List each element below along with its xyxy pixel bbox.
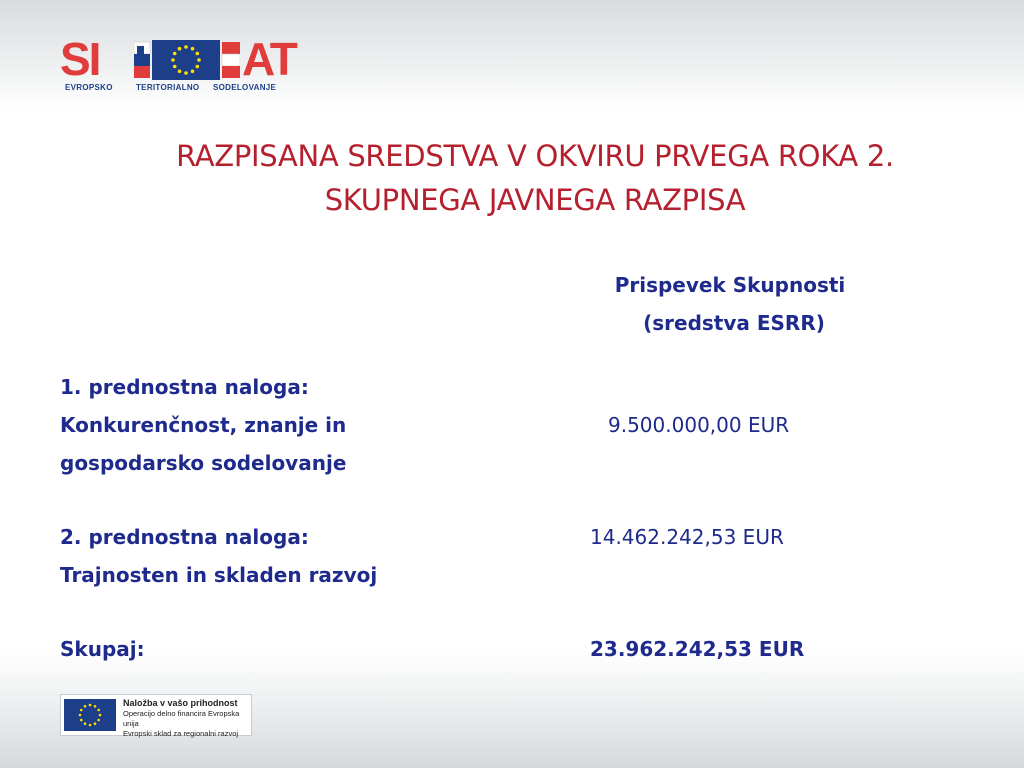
column-header (590, 266, 870, 342)
row-1-heading: 1. prednostna naloga: (60, 375, 309, 399)
footer-line-2: Operacijo delno financira Evropska unija (123, 709, 240, 728)
austria-flag-icon (222, 42, 240, 78)
column-header-line-1: Prispevek Skupnosti (614, 273, 846, 297)
total-amount: 23.962.242,53 EUR (590, 637, 805, 661)
logo-at-text: AT (242, 33, 296, 85)
eu-flag-small-icon (64, 699, 116, 731)
title-line-2: SKUPNEGA JAVNEGA RAZPISA (324, 183, 746, 217)
logo-si-text: SI (60, 33, 100, 85)
row-1-desc-1: Konkurenčnost, znanje in (60, 413, 347, 437)
row-2-heading: 2. prednostna naloga: (60, 525, 309, 549)
row-1-desc-2: gospodarsko sodelovanje (60, 451, 347, 475)
siat-logo (60, 33, 305, 96)
column-header-line-2: (sredstva ESRR) (643, 311, 825, 335)
total-label: Skupaj: (60, 637, 145, 661)
row-2-amount: 14.462.242,53 EUR (590, 525, 784, 549)
row-2-desc-1: Trajnosten in skladen razvoj (60, 563, 378, 587)
logo-subtitle (60, 83, 305, 95)
eu-funding-logo (60, 694, 252, 736)
logo-sub-3: SODELOVANJE (213, 83, 277, 92)
slovenia-flag-icon (134, 42, 150, 78)
footer-text-block (123, 698, 251, 739)
footer-line-1: Naložba v vašo prihodnost (123, 698, 238, 708)
logo-sub-2: TERITORIALNO (136, 83, 200, 92)
slide-title (90, 134, 980, 222)
footer-line-3: Evropski sklad za regionalni razvoj (123, 729, 239, 738)
row-1-amount: 9.500.000,00 EUR (608, 413, 790, 437)
eu-flag-icon (134, 40, 240, 80)
logo-sub-1: EVROPSKO (65, 83, 113, 92)
title-line-1: RAZPISANA SREDSTVA V OKVIRU PRVEGA ROKA 2. (176, 139, 894, 173)
